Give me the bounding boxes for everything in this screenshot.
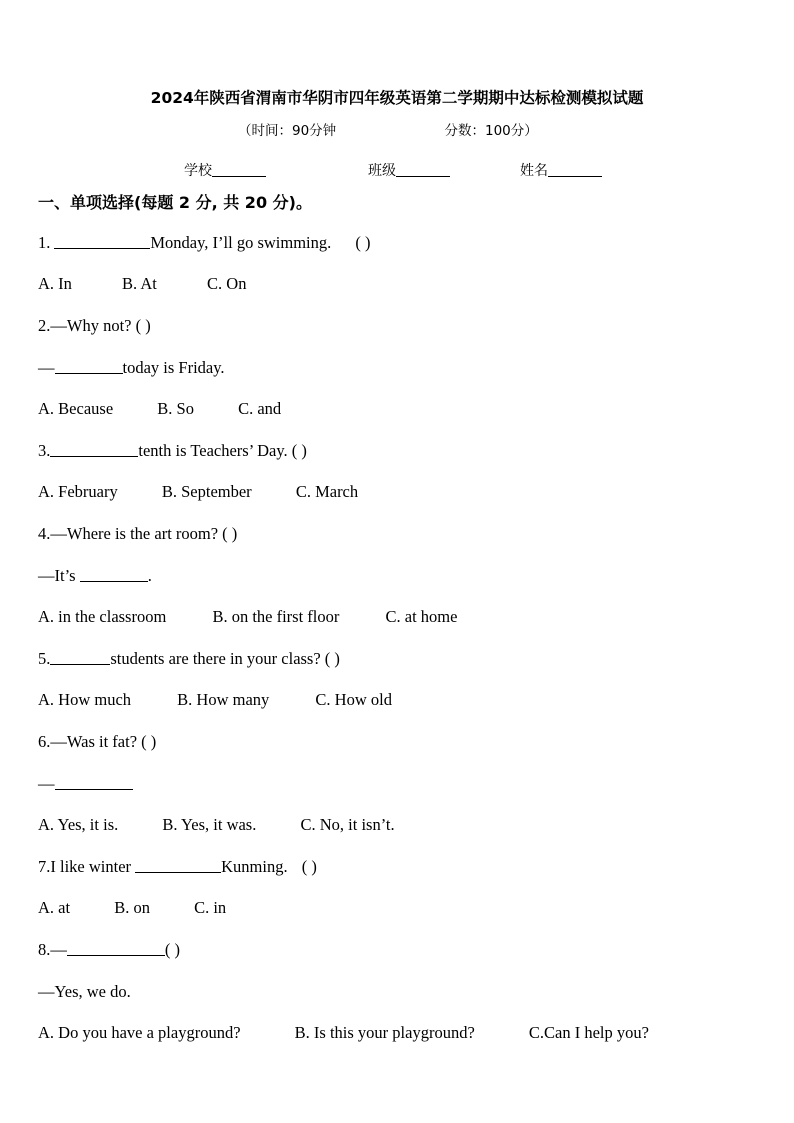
class-field: [368, 160, 450, 180]
option-b[interactable]: B. Is this your playground?: [294, 1023, 475, 1042]
answer-blank[interactable]: [80, 566, 148, 582]
answer-blank[interactable]: [55, 358, 123, 374]
question-text: students are there in your class? ( ): [110, 649, 340, 668]
exam-meta: [238, 119, 538, 139]
answer-blank[interactable]: [67, 940, 165, 956]
dialogue-dash: —: [50, 316, 67, 335]
answer-blank[interactable]: [55, 774, 133, 790]
name-blank[interactable]: [548, 162, 602, 177]
question-3: [38, 441, 307, 461]
question-text: Where is the art room? ( ): [66, 524, 238, 543]
time-limit: （时间：90分钟: [238, 123, 337, 139]
class-blank[interactable]: [396, 162, 450, 177]
question-4: [38, 524, 237, 544]
answer-text: today is Friday.: [122, 358, 225, 377]
dialogue-dash: —: [38, 774, 55, 793]
question-text: Why not? ( ): [66, 316, 151, 335]
dialogue-dash: —: [50, 732, 67, 751]
option-c[interactable]: C. How old: [315, 690, 392, 709]
school-field: [184, 160, 266, 180]
question-text: tenth is Teachers’ Day. ( ): [138, 441, 307, 460]
answer-blank[interactable]: [54, 233, 150, 249]
question-1: [38, 233, 371, 253]
option-b[interactable]: B. on: [114, 898, 150, 917]
page-title: 2024年陕西省渭南市华阴市四年级英语第二学期期中达标检测模拟试题: [150, 89, 644, 107]
option-c[interactable]: C.Can I help you?: [528, 1023, 649, 1042]
question-7: [38, 857, 317, 877]
question-text-before: I like winter: [50, 857, 132, 876]
total-score: 分数：100分）: [444, 123, 538, 139]
options-7: [38, 898, 226, 918]
option-a[interactable]: A. How much: [38, 690, 132, 709]
option-b[interactable]: B. September: [161, 482, 252, 501]
options-1: [38, 274, 246, 294]
question-8: [38, 940, 180, 960]
option-b[interactable]: B. on the first floor: [212, 607, 340, 626]
name-label: 姓名: [520, 163, 548, 179]
options-8: [38, 1023, 649, 1043]
answer-period: .: [147, 566, 152, 585]
option-b[interactable]: B. How many: [177, 690, 270, 709]
option-a[interactable]: A. at: [38, 898, 71, 917]
question-text: Was it fat? ( ): [66, 732, 157, 751]
answer-paren: ( ): [164, 940, 180, 959]
option-c[interactable]: C. at home: [385, 607, 458, 626]
question-text: Monday, I’ll go swimming.: [150, 233, 332, 252]
answer-text: Yes, we do.: [54, 982, 131, 1001]
answer-line-2: [38, 358, 225, 378]
answer-blank[interactable]: [135, 857, 221, 873]
question-text-after: Kunming.: [221, 857, 288, 876]
option-a[interactable]: A. In: [38, 274, 72, 293]
answer-paren: ( ): [301, 857, 317, 876]
question-2: [38, 316, 151, 336]
option-c[interactable]: C. On: [207, 274, 247, 293]
answer-text: It’s: [54, 566, 76, 585]
question-number: 6.: [38, 732, 51, 751]
question-6: [38, 732, 156, 752]
answer-line-4: [38, 566, 152, 586]
option-b[interactable]: B. At: [122, 274, 157, 293]
class-label: 班级: [368, 163, 396, 179]
dialogue-dash: —: [38, 358, 55, 377]
options-6: [38, 815, 395, 835]
option-a[interactable]: A. Do you have a playground?: [38, 1023, 241, 1042]
question-number: 7.: [38, 857, 51, 876]
school-blank[interactable]: [212, 162, 266, 177]
answer-paren: ( ): [355, 233, 371, 252]
question-number: 8.: [38, 940, 51, 959]
dialogue-dash: —: [50, 524, 67, 543]
option-b[interactable]: B. So: [157, 399, 194, 418]
option-c[interactable]: C. and: [238, 399, 282, 418]
option-a[interactable]: A. Yes, it is.: [38, 815, 119, 834]
options-4: [38, 607, 457, 627]
question-number: 5.: [38, 649, 51, 668]
option-c[interactable]: C. No, it isn’t.: [300, 815, 395, 834]
answer-blank[interactable]: [50, 649, 110, 665]
name-field: [520, 160, 602, 180]
question-number: 3.: [38, 441, 51, 460]
answer-line-6: [38, 774, 133, 794]
option-c[interactable]: C. in: [194, 898, 227, 917]
option-a[interactable]: A. in the classroom: [38, 607, 167, 626]
option-c[interactable]: C. March: [295, 482, 359, 501]
question-number: 1.: [38, 233, 51, 252]
dialogue-dash: —: [38, 566, 55, 585]
options-2: [38, 399, 281, 419]
question-number: 2.: [38, 316, 51, 335]
options-5: [38, 690, 392, 710]
dialogue-dash: —: [38, 982, 55, 1001]
section-heading: 一、单项选择(每题 2 分, 共 20 分)。: [38, 193, 312, 212]
option-a[interactable]: A. February: [38, 482, 118, 501]
option-a[interactable]: A. Because: [38, 399, 114, 418]
school-label: 学校: [184, 163, 212, 179]
options-3: [38, 482, 358, 502]
dialogue-dash: —: [50, 940, 67, 959]
answer-line-8: [38, 982, 131, 1002]
question-5: [38, 649, 340, 669]
question-number: 4.: [38, 524, 51, 543]
option-b[interactable]: B. Yes, it was.: [162, 815, 257, 834]
answer-blank[interactable]: [50, 441, 138, 457]
